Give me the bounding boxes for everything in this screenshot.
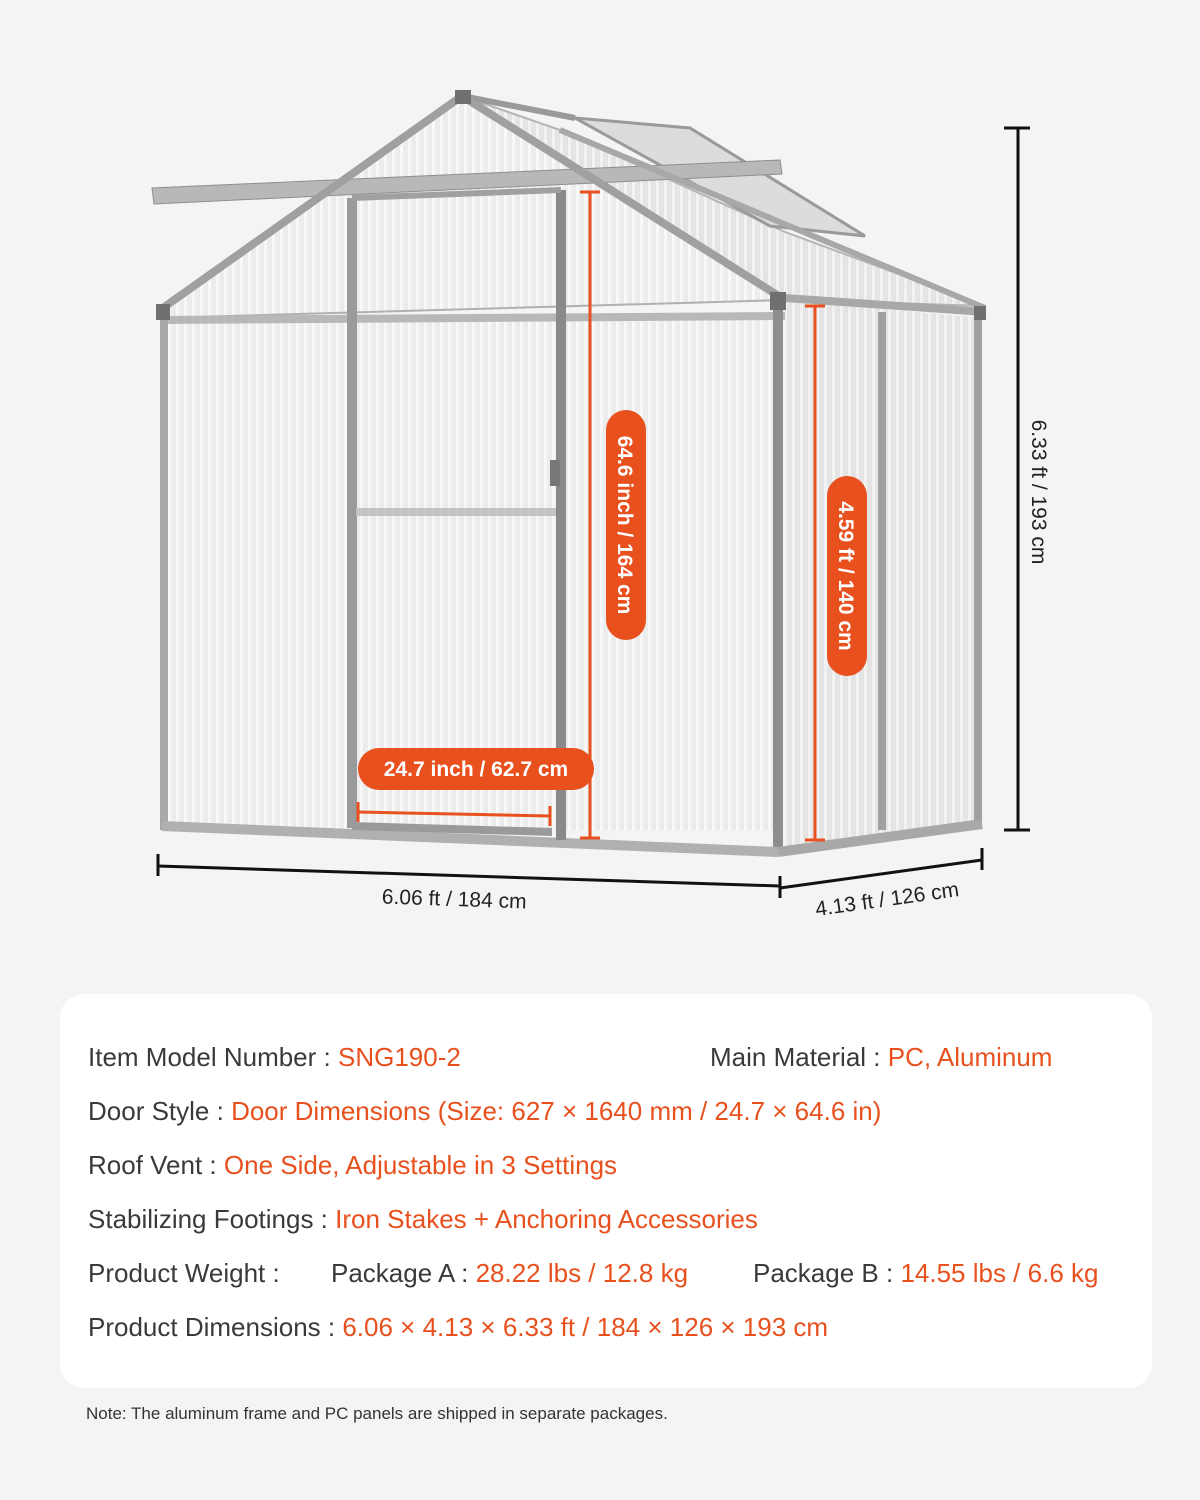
material-label: Main Material : <box>710 1042 881 1072</box>
corner-bracket-left <box>156 304 170 320</box>
vent-label: Roof Vent : <box>88 1150 217 1180</box>
dimensions-label: Product Dimensions : <box>88 1312 336 1342</box>
dimensions-value: 6.06 × 4.13 × 6.33 ft / 184 × 126 × 193 cm <box>342 1312 829 1342</box>
door-width-label: 24.7 inch / 62.7 cm <box>383 758 569 781</box>
spec-material-row <box>710 1042 1052 1073</box>
spec-dimensions-row <box>88 1312 828 1343</box>
spec-footing-row <box>88 1204 758 1235</box>
door-value: Door Dimensions (Size: 627 × 1640 mm / 24.7 × 64.6 in) <box>231 1096 882 1126</box>
door-height-label: 64.6 inch / 164 cm <box>613 435 636 615</box>
package-b-value: 14.55 lbs / 6.6 kg <box>900 1258 1099 1288</box>
spec-package-b <box>753 1258 1098 1289</box>
greenhouse-illustration <box>152 90 986 855</box>
spec-weight-row <box>88 1258 280 1289</box>
ridge-cap <box>455 90 471 104</box>
side-height-label: 4.59 ft / 140 cm <box>834 501 857 651</box>
front-beam <box>162 316 785 320</box>
package-a-value: 28.22 lbs / 12.8 kg <box>475 1258 689 1288</box>
material-value-aluminum: Aluminum <box>936 1042 1053 1072</box>
spec-door-row <box>88 1096 881 1127</box>
model-value: SNG190-2 <box>337 1042 461 1072</box>
material-value-pc: PC, <box>887 1042 932 1072</box>
spec-card <box>60 994 1152 1388</box>
overall-depth-label: 4.13 ft / 126 cm <box>813 878 961 922</box>
spec-vent-row <box>88 1150 617 1181</box>
overall-height-label: 6.33 ft / 193 cm <box>1027 419 1050 565</box>
overall-height-line <box>1004 128 1030 830</box>
package-a-label: Package A : <box>331 1258 469 1288</box>
footing-value: Iron Stakes + Anchoring Accessories <box>335 1204 758 1234</box>
shipping-note: Note: The aluminum frame and PC panels are shipped in separate packages. <box>86 1404 668 1423</box>
door-handle <box>550 460 560 486</box>
model-label: Item Model Number : <box>88 1042 331 1072</box>
footing-label: Stabilizing Footings : <box>88 1204 328 1234</box>
overall-width-label: 6.06 ft / 184 cm <box>381 885 527 914</box>
weight-label: Product Weight : <box>88 1258 280 1288</box>
vent-value: One Side, Adjustable in 3 Settings <box>223 1150 618 1180</box>
spec-package-a <box>331 1258 688 1289</box>
spec-model-row <box>88 1042 461 1073</box>
door-label: Door Style : <box>88 1096 224 1126</box>
corner-bracket-back <box>974 306 986 320</box>
corner-bracket-right <box>770 292 786 310</box>
package-b-label: Package B : <box>753 1258 894 1288</box>
